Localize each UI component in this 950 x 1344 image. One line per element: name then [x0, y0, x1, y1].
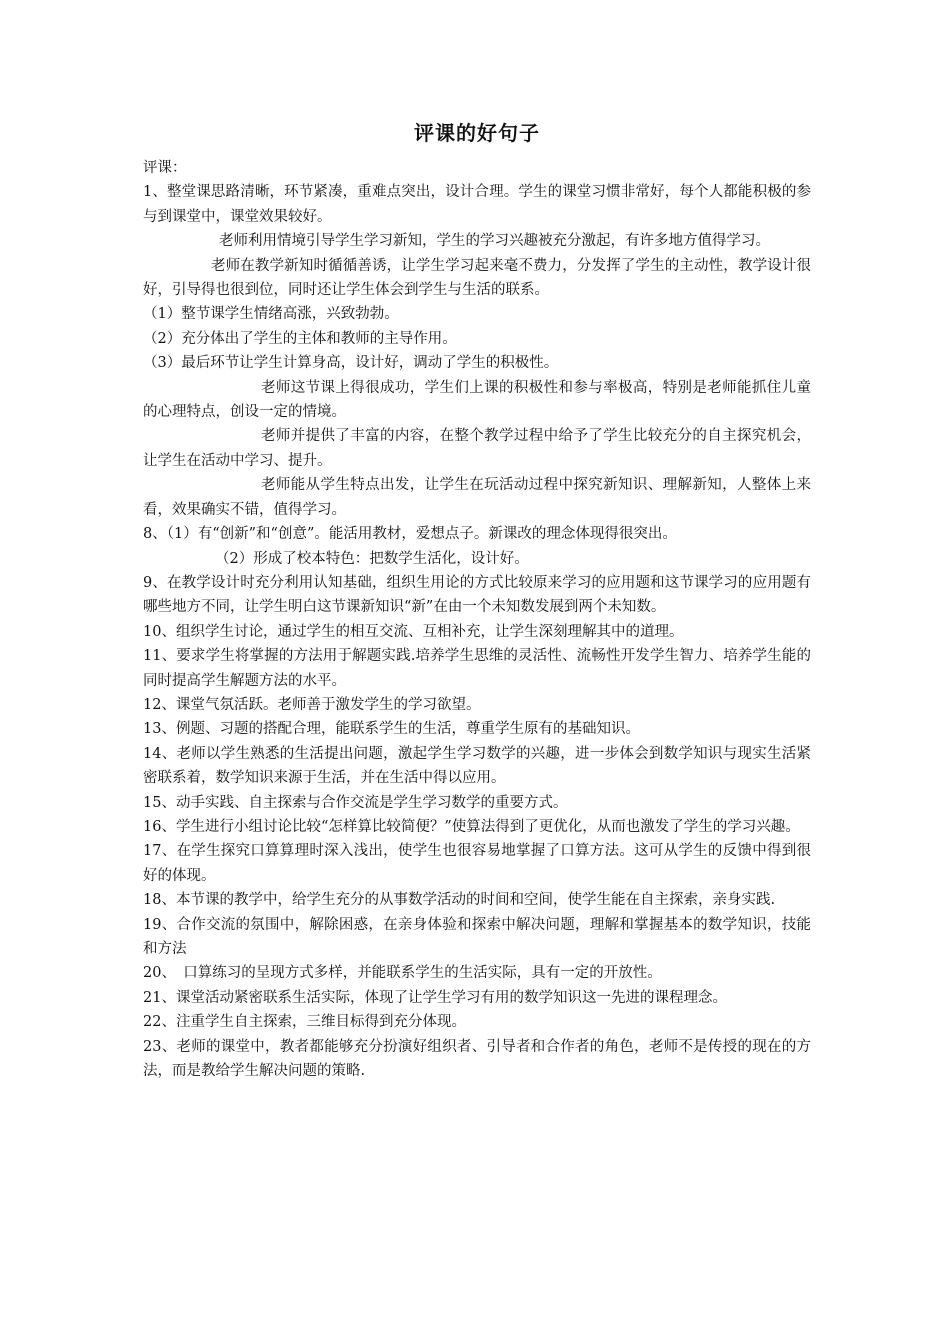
paragraph-17: 17、在学生探究口算算理时深入浅出，使学生也很容易地掌握了口算方法。这可从学生的反馈中得到很好的体现。 [143, 843, 811, 884]
paragraph-11: 11、要求学生将掌握的方法用于解题实践.培养学生思维的灵活性、流畅性开发学生智力、培养学生能的同时提高学生解题方法的水平。 [143, 648, 811, 689]
paragraph-heading: 评课： [143, 160, 187, 176]
paragraph-8-sub: （2）形成了校本特色：把数学生活化，设计好。 [215, 550, 529, 567]
paragraph-point-1: （1）整节课学生情绪高涨，兴致勃勃。 [143, 306, 399, 323]
paragraph-8: 8、（1）有“创新”和“创意”。能活用教材，爱想点子。新课改的理念体现得很突出。 [143, 526, 677, 543]
paragraph-22: 22、注重学生自主探索，三维目标得到充分体现。 [143, 1014, 466, 1031]
paragraph-12: 12、课堂气氛活跃。老师善于激发学生的学习欲望。 [143, 696, 481, 713]
paragraph-13: 13、例题、习题的搭配合理，能联系学生的生活，尊重学生原有的基础知识。 [143, 721, 640, 738]
paragraph-15: 15、动手实践、自主探索与合作交流是学生学习数学的重要方式。 [143, 794, 568, 811]
paragraph-14: 14、老师以学生熟悉的生活提出问题，激起学生学习数学的兴趣，进一步体会到数学知识与现实生活紧密联系着，数学知识来源于生活，并在生活中得以应用。 [143, 745, 811, 787]
paragraph-content: 老师并提供了丰富的内容，在整个教学过程中给予了学生比较充分的自主探究机会，让学生在活动中学习、提升。 [143, 428, 811, 469]
paragraph-point-3: （3）最后环节让学生计算身高，设计好，调动了学生的积极性。 [143, 355, 559, 372]
paragraph-success: 老师这节课上得很成功，学生们上课的积极性和参与率极高，特别是老师能抓住儿童的心理特点，创设一定的情境。 [143, 379, 811, 421]
paragraph-point-2: （2）充分体出了学生的主体和教师的主导作用。 [143, 330, 457, 347]
document-page [143, 118, 811, 1083]
paragraph-20: 20、 口算练习的呈现方式多样，并能联系学生的生活实际，具有一定的开放性。 [143, 965, 662, 982]
paragraph-21: 21、课堂活动紧密联系生活实际，体现了让学生学习有用的数学知识这一先进的课程理念。 [143, 989, 727, 1006]
paragraph-19: 19、合作交流的氛围中，解除困惑，在亲身体验和探索中解决问题，理解和掌握基本的数学知识，技能和方法 [143, 916, 811, 957]
paragraph-guidance: 老师在教学新知时循循善诱，让学生学习起来毫不费力，分发挥了学生的主动性，教学设计很好，引导得也很到位，同时还让学生体会到学生与生活的联系。 [143, 257, 811, 299]
paragraph-16: 16、学生进行小组讨论比较“怎样算比较简便？”使算法得到了更优化，从而也激发了学生的学习兴趣。 [143, 818, 800, 835]
paragraph-1: 1、整堂课思路清晰，环节紧凑，重难点突出，设计合理。学生的课堂习惯非常好，每个人都能积极的参与到课堂中，课堂效果较好。 [143, 184, 811, 225]
paragraph-10: 10、组织学生讨论，通过学生的相互交流、互相补充，让学生深刻理解其中的道理。 [143, 623, 684, 640]
paragraph-18: 18、本节课的教学中，给学生充分的从事数学活动的时间和空间，使学生能在自主探索，亲身实践. [143, 892, 776, 909]
paragraph-9: 9、在教学设计时充分利用认知基础，组织生用论的方式比较原来学习的应用题和这节课学习的应用题有哪些地方不同，让学生明白这节课新知识“新”在由一个未知数发展到两个未知数。 [143, 574, 811, 616]
paragraph-features: 老师能从学生特点出发，让学生在玩活动过程中探究新知识、理解新知，人整体上来看，效果确实不错，值得学习。 [143, 477, 811, 518]
paragraph-23: 23、老师的课堂中，教者都能够充分扮演好组织者、引导者和合作者的角色，老师不是传授的现在的方法，而是教给学生解决问题的策略. [143, 1038, 811, 1080]
paragraph-situation: 老师利用情境引导学生学习新知，学生的学习兴趣被充分激起，有许多地方值得学习。 [219, 233, 770, 250]
document-title: 评课的好句子 [414, 121, 540, 145]
